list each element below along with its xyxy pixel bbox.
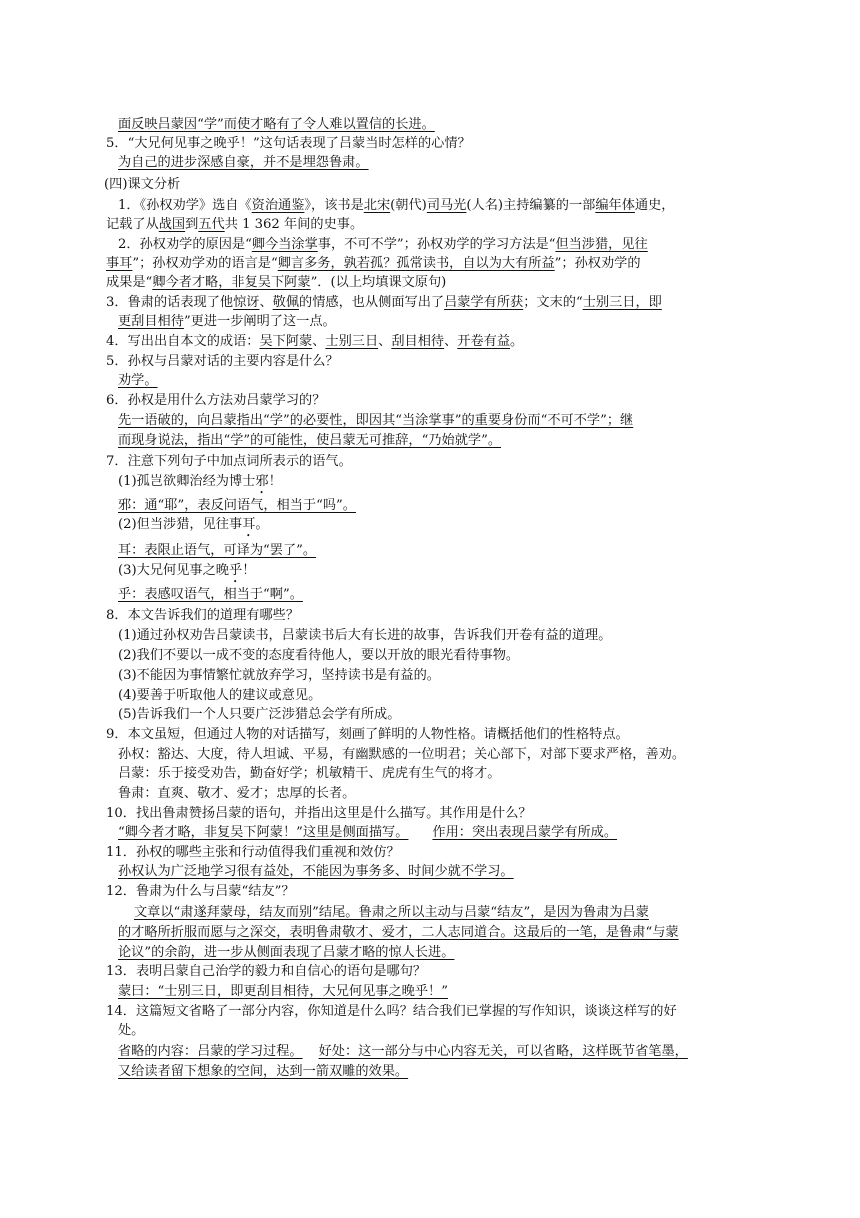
answer-line [118, 765, 500, 783]
answer-text: 又给读者留下想象的空间，达到一箭双雕的效果。 [118, 1064, 409, 1079]
list-item [118, 667, 440, 685]
question-5 [106, 353, 339, 371]
fill-item-3 [106, 294, 662, 312]
text: 、 [312, 334, 326, 349]
answer-text: 孙权：豁达、大度，待人坦诚、平易，有幽默感的一位明君；关心部下，对部下要求严格，善劝。 [118, 747, 686, 762]
answer-text: 吕蒙：乐于接受劝告，勤奋好学；机敏精干、虎虎有生气的将才。 [118, 766, 501, 781]
answer-11 [118, 863, 514, 881]
answer-text: 耳：表限止语气，可译为“罢了”。 [118, 543, 317, 558]
question-text: 5．“大兄何见事之晚乎！”这句话表现了吕蒙当时怎样的心情？ [106, 136, 471, 151]
text: ！ [242, 563, 256, 578]
question-7 [106, 453, 352, 471]
list-item [118, 706, 400, 724]
dotted-word: 耳 [242, 517, 256, 532]
question-text: 5．孙权与吕蒙对话的主要内容是什么？ [106, 354, 339, 369]
answer-12 [134, 904, 649, 922]
answer-12-cont [118, 944, 454, 962]
item-text: (3)不能因为事情繁忙就放弃学习，坚持读书是有益的。 [118, 668, 440, 683]
question-13 [106, 963, 426, 981]
blank-answer: 战国 [158, 217, 186, 232]
text: 成果是“ [106, 275, 153, 290]
answer-text: 论议”的余韵，进一步从侧面表现了吕蒙才略的惊人长进。 [118, 945, 455, 960]
blank-answer: 敬佩 [272, 295, 300, 310]
text: 》，该书是 [304, 198, 364, 213]
item-text: (1)通过孙权劝告吕蒙读书，吕蒙读书后大有长进的故事，告诉我们开卷有益的道理。 [118, 628, 612, 643]
item-text: (5)告诉我们一个人只要广泛涉猎总会学有所成。 [118, 707, 401, 722]
question-text: 6．孙权是用什么方法劝吕蒙学习的？ [106, 393, 326, 408]
answer-text: 蒙曰：“士别三日，即更刮目相待，大兄何见事之晚乎！” [118, 984, 448, 999]
text: 1．《孙权劝学》选自《 [118, 198, 252, 213]
answer-line [118, 746, 685, 764]
item-text: (4)要善于听取他人的建议或意见。 [118, 688, 322, 703]
text: 的情感，也从侧面写出了 [299, 295, 445, 310]
text: 共 1 362 年间的史事。 [224, 217, 364, 232]
answer-text: 文章以“肃遂拜蒙母，结友而别”结尾。鲁肃之所以主动与吕蒙“结友”，是因为鲁肃为吕蒙 [134, 905, 649, 920]
list-item [118, 687, 321, 705]
answer-14 [118, 1043, 688, 1061]
text: (3)大兄何见事之晚 [118, 563, 229, 578]
answer-text: 乎：表感叹语气，相当于“啊”。 [118, 587, 303, 602]
question-text: 9．本文虽短，但通过人物的对话描写，刻画了鲜明的人物性格。请概括他们的性格特点。 [106, 727, 629, 742]
blank-answer: 北宋 [363, 198, 391, 213]
answer-14-cont [118, 1063, 408, 1081]
question-12 [106, 883, 295, 901]
section-heading [104, 176, 180, 194]
question-text: 12．鲁肃为什么与吕蒙“结友”？ [106, 884, 295, 899]
fill-item-3-cont [118, 313, 336, 331]
text: ”更进一步阐明了这一点。 [183, 314, 336, 329]
question-text: 14．这篇短文省略了一部分内容，你知道是什么吗？结合我们已掌握的写作知识，谈谈这样写的好 [106, 1004, 677, 1019]
answer-text: 而现身说法，指出“学”的可能性，使吕蒙无可推辞，“乃始就学”。 [118, 433, 502, 448]
text: 4．写出出自本文的成语： [106, 334, 260, 349]
blank-answer: 士别三日，即 [582, 295, 662, 310]
answer-text: 作用：突出表现吕蒙学有所成。 [432, 825, 618, 840]
question-text: 10．找出鲁肃赞扬吕蒙的语句，并指出这里是什么描写。其作用是什么？ [106, 806, 532, 821]
blank-answer: 士别三日 [325, 334, 379, 349]
answer-12-cont [118, 924, 679, 942]
text: (2)但当涉猎，见往事 [118, 517, 243, 532]
answer-text: 孙权认为广泛地学习很有益处，不能因为事务多、时间少就不学习。 [118, 864, 514, 879]
question-14-cont [118, 1022, 144, 1040]
text: (朝代) [390, 198, 427, 213]
blank-answer: 五代 [198, 217, 225, 232]
text: ；文末的“ [523, 295, 583, 310]
answer-text: “卿今者才略，非复吴下阿蒙！”这里是侧面描写。 [118, 825, 409, 840]
blank-answer: 刮目相待 [391, 334, 445, 349]
fill-item-2 [118, 236, 648, 254]
text: 、 [378, 334, 392, 349]
list-item [118, 647, 519, 665]
dotted-word: 邪 [255, 474, 269, 489]
blank-answer: 卿今当涂掌 [251, 237, 318, 252]
answer-5 [118, 154, 369, 172]
text: (1)孤岂欲卿治经为博士 [118, 474, 256, 489]
text: 记载了从 [106, 217, 159, 232]
answer-6 [118, 412, 633, 430]
question-5 [106, 135, 471, 153]
question-6 [106, 392, 325, 410]
text: ！ [268, 474, 282, 489]
question-text: 13．表明吕蒙自己治学的毅力和自信心的语句是哪句？ [106, 964, 427, 979]
fill-item-4 [106, 333, 523, 351]
fill-item-2-cont [106, 274, 446, 292]
answer-6-cont [118, 432, 501, 450]
text: ”；孙权劝学的 [554, 256, 641, 271]
text: 到 [185, 217, 199, 232]
sub-answer-1 [118, 497, 356, 515]
fill-item-1 [118, 197, 674, 215]
answer-13 [118, 983, 448, 1001]
blank-answer: 更刮目相待 [118, 314, 184, 329]
question-text: 11．孙权的哪些主张和行动值得我们重视和效仿？ [106, 845, 400, 860]
blank-answer: 吕蒙学有所获 [444, 295, 524, 310]
question-text: 处。 [118, 1023, 145, 1038]
answer-10 [118, 824, 617, 842]
blank-answer: 开卷有益 [457, 334, 511, 349]
text: ”．(以上均填课文原句) [310, 275, 447, 290]
sub-question-3 [118, 562, 255, 586]
text: 。 [255, 517, 269, 532]
blank-answer: 卿言多务，孰若孤？孤常读书，自以为大有所益 [277, 256, 555, 271]
answer-text: 劝学。 [118, 373, 158, 388]
blank-answer: 卿今者才略，非复吴下阿蒙 [152, 275, 311, 290]
answer-text: 省略的内容：吕蒙的学习过程。 [118, 1044, 303, 1059]
fill-item-2-cont [106, 255, 641, 273]
text: 3．鲁肃的话表现了他 [106, 295, 234, 310]
dotted-word: 乎 [229, 563, 243, 578]
blank-answer: 吴下阿蒙 [259, 334, 313, 349]
text: 2．孙权劝学的原因是“ [118, 237, 252, 252]
question-14 [106, 1003, 677, 1021]
section-title: (四)课文分析 [104, 177, 181, 192]
text: 、 [259, 295, 273, 310]
answer-text: 先一语破的，向吕蒙指出“学”的必要性，即因其“当涂掌事”的重要身份而“不可不学”；继 [118, 413, 634, 428]
question-11 [106, 844, 400, 862]
answer-text: 为自己的进步深感自豪，并不是埋怨鲁肃。 [118, 155, 369, 170]
blank-answer: 资治通鉴 [251, 198, 305, 213]
answer-text: 鲁肃：直爽、敬才、爱才；忠厚的长者。 [118, 786, 356, 801]
answer-text: 面反映吕蒙因“学”而使才略有了令人难以置信的长进。 [118, 117, 435, 132]
question-text: 8．本文告诉我们的道理有哪些？ [106, 608, 300, 623]
sub-question-1 [118, 473, 282, 497]
answer-text: 邪：通“耶”，表反问语气，相当于“吗”。 [118, 498, 356, 513]
text: 通史， [634, 198, 675, 213]
blank-answer: 事耳 [106, 256, 133, 271]
question-9 [106, 726, 629, 744]
text: 事，不可不学”；孙权劝学的学习方法是“ [317, 237, 556, 252]
sub-answer-3 [118, 586, 303, 604]
text: 、 [444, 334, 458, 349]
blank-answer: 编年体 [595, 198, 635, 213]
text: 。 [510, 334, 524, 349]
answer-5 [118, 372, 158, 390]
answer-line [118, 785, 355, 803]
sub-question-2 [118, 516, 269, 540]
answer-line [118, 116, 435, 134]
list-item [118, 627, 611, 645]
text: ”；孙权劝学劝的语言是“ [132, 256, 278, 271]
blank-answer: 惊讶 [233, 295, 260, 310]
question-10 [106, 805, 532, 823]
text: (人名)主持编纂的一部 [466, 198, 596, 213]
blank-answer: 司马光 [426, 198, 467, 213]
question-text: 7．注意下列句子中加点词所表示的语气。 [106, 454, 352, 469]
sub-answer-2 [118, 542, 316, 560]
fill-item-1-cont [106, 216, 363, 234]
question-8 [106, 607, 299, 625]
blank-answer: 但当涉猎，见往 [555, 237, 648, 252]
answer-text: 的才略所折服而愿与之深交，表明鲁肃敬才、爱才，二人志同道合。这最后的一笔，是鲁肃“与蒙 [118, 925, 679, 940]
answer-text: 好处：这一部分与中心内容无关，可以省略，这样既节省笔墨， [318, 1044, 688, 1059]
item-text: (2)我们不要以一成不变的态度看待他人，要以开放的眼光看待事物。 [118, 648, 520, 663]
